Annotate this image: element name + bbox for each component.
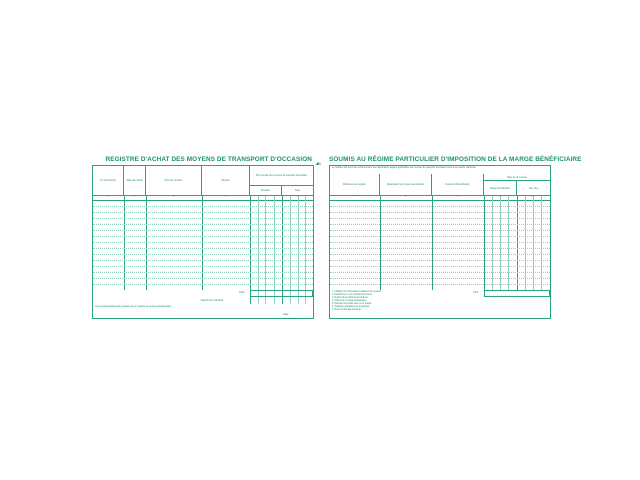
entry-row[interactable] <box>93 248 313 249</box>
entry-row[interactable] <box>93 272 313 273</box>
entry-row[interactable] <box>93 206 313 207</box>
total-box <box>250 290 313 297</box>
col-num: 4 <box>225 196 227 198</box>
entry-row[interactable] <box>93 230 313 231</box>
note-line: 2. Mentionner le prix d'achat hors taxes. <box>332 294 373 296</box>
col-num: 2 <box>134 196 136 198</box>
total-label: Total <box>239 291 245 294</box>
entry-row[interactable] <box>330 218 550 219</box>
column-divider <box>533 196 534 290</box>
col-num: 7 <box>354 196 356 198</box>
col-num: 10 <box>499 196 502 198</box>
report-label: Report des montants <box>201 299 224 302</box>
column-divider <box>492 196 493 290</box>
notes-block <box>332 291 470 312</box>
entry-row[interactable] <box>330 260 550 261</box>
right-title: SOUMIS AU RÉGIME PARTICULIER D'IMPOSITION DE LA MARGE BÉNÉFICIAIRE <box>329 156 582 163</box>
entry-row[interactable] <box>330 212 550 213</box>
entry-row[interactable] <box>93 242 313 243</box>
subheader-margin: Marge bénéficiaire <box>484 181 517 196</box>
left-register-page <box>92 165 314 319</box>
column-divider <box>517 196 518 290</box>
subheader-tax: Taxe <box>282 186 313 196</box>
entry-row[interactable] <box>93 278 313 279</box>
column-number-row <box>93 196 313 201</box>
col-num: 8 <box>405 196 407 198</box>
total-box <box>484 290 550 297</box>
logo-icon: ☙ <box>315 161 322 168</box>
intro-text: Le registre doit être tenu conformément aux dispositions légales applicables aux moyens de transport d'occasion soumis au régime particulier. <box>332 167 477 169</box>
entry-row[interactable] <box>93 212 313 213</box>
footnote: Les montants doivent être reportés sur le registre de ventes correspondant. <box>95 306 172 308</box>
entry-row[interactable] <box>330 272 550 273</box>
column-divider <box>508 196 509 290</box>
page-label: Page <box>283 313 289 316</box>
entry-row[interactable] <box>93 218 313 219</box>
entry-row[interactable] <box>330 206 550 207</box>
entry-row[interactable] <box>93 236 313 237</box>
right-register-page <box>329 165 551 319</box>
column-divider <box>380 196 381 290</box>
column-divider <box>525 196 526 290</box>
entry-row[interactable] <box>330 278 550 279</box>
entry-row[interactable] <box>330 248 550 249</box>
header-resale: Date de la revente <box>484 174 550 181</box>
header-purchase-price: Prix d'achat des moyens de transport d'occasion <box>250 166 313 186</box>
entry-row[interactable] <box>93 260 313 261</box>
header-date: Date de l'achat <box>124 166 146 196</box>
col-num: 6 <box>297 196 299 198</box>
entry-row[interactable] <box>330 284 550 285</box>
note-line: 5. Montant de la taxe due sur la marge. <box>332 303 372 305</box>
col-num: 11 <box>531 196 534 198</box>
header-vendor-name: Nom du vendeur <box>146 166 202 196</box>
header-reference: Référence du registre <box>330 174 380 196</box>
column-divider <box>484 196 485 290</box>
subheader-tax-due: Taxe due <box>517 181 550 196</box>
col-num: 9 <box>457 196 459 198</box>
column-divider <box>124 196 125 290</box>
column-divider <box>202 196 203 290</box>
entry-row[interactable] <box>93 224 313 225</box>
col-num: 3 <box>173 196 175 198</box>
header-address: Adresse <box>202 166 250 196</box>
header-identification: Numéro d'identification <box>432 174 484 196</box>
left-title: REGISTRE D'ACHAT DES MOYENS DE TRANSPORT D'OCCASION <box>105 156 312 163</box>
entry-row[interactable] <box>93 284 313 285</box>
note-line: 3. Report de la colonne précédente. <box>332 297 369 299</box>
column-divider <box>432 196 433 290</box>
column-divider <box>500 196 501 290</box>
entry-row[interactable] <box>330 254 550 255</box>
column-divider <box>541 196 542 290</box>
col-num: 1 <box>107 196 109 198</box>
entry-row[interactable] <box>330 242 550 243</box>
subheader-amount: Montant <box>250 186 282 196</box>
entry-row[interactable] <box>330 266 550 267</box>
note-line: 6. Total des opérations de la période. <box>332 306 370 308</box>
header-inscription: N° d'inscription <box>93 166 124 196</box>
note-line: 4. Calcul de la marge bénéficiaire. <box>332 300 367 302</box>
note-line: 1. Indiquer les informations relatives au vendeur. <box>332 291 382 293</box>
note-line: 7. Report à la page suivante. <box>332 309 362 311</box>
entry-row[interactable] <box>330 236 550 237</box>
col-num: 5 <box>265 196 267 198</box>
entry-row[interactable] <box>93 266 313 267</box>
header-designation: Désignation du moyen de transport <box>380 174 432 196</box>
entry-row[interactable] <box>330 230 550 231</box>
column-divider <box>146 196 147 290</box>
entry-row[interactable] <box>93 254 313 255</box>
entry-row[interactable] <box>330 224 550 225</box>
total-label: Total <box>473 291 479 294</box>
